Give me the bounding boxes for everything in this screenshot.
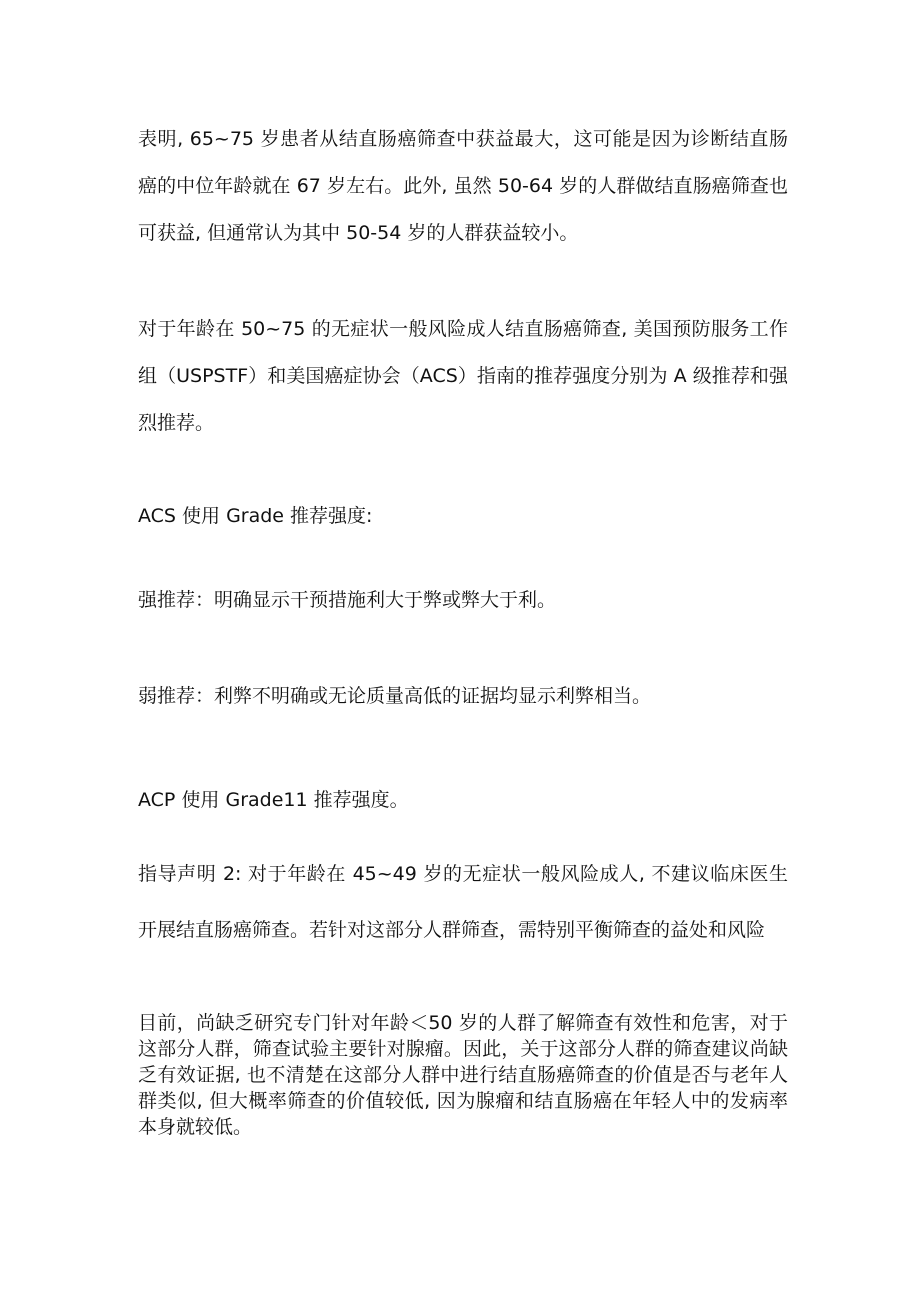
paragraph-strong-recommendation: 强推荐：明确显示干预措施利大于弊或弊大于利。 xyxy=(138,589,557,611)
paragraph-weak-recommendation: 弱推荐：利弊不明确或无论质量高低的证据均显示利弊相当。 xyxy=(138,685,652,707)
paragraph-acs-grade: ACS 使用 Grade 推荐强度: xyxy=(138,505,373,527)
paragraph-age-benefit: 表明, 65~75 岁患者从结直肠癌筛查中获益最大，这可能是因为诊断结直肠癌的中位年龄就在 67 岁左右。此外, 虽然 50-64 岁的人群做结直肠癌筛查也可获益, 但通常认为其中 50-54 岁的人群获益较小。 xyxy=(138,128,788,244)
paragraph-acp-grade: ACP 使用 Grade11 推荐强度。 xyxy=(138,789,409,811)
paragraph-recommendation-strength: 对于年龄在 50~75 的无症状一般风险成人结直肠癌筛查, 美国预防服务工作组（USPSTF）和美国癌症协会（ACS）指南的推荐强度分别为 A 级推荐和强烈推荐。 xyxy=(138,318,788,434)
paragraph-guidance-statement-2: 指导声明 2: 对于年龄在 45~49 岁的无症状一般风险成人, 不建议临床医生开展结直肠癌筛查。若针对这部分人群筛查，需特别平衡筛查的益处和风险 xyxy=(138,863,788,941)
paragraph-under-50-evidence: 目前，尚缺乏研究专门针对年龄＜50 岁的人群了解筛查有效性和危害，对于这部分人群，筛查试验主要针对腺瘤。因此，关于这部分人群的筛查建议尚缺乏有效证据, 也不清楚在这部分人群中进行结直肠癌筛查的价值是否与老年人群类似, 但大概率筛查的价值较低, 因为腺瘤和结直肠癌在年轻人中的发病率本身就较低。 xyxy=(138,1012,788,1138)
